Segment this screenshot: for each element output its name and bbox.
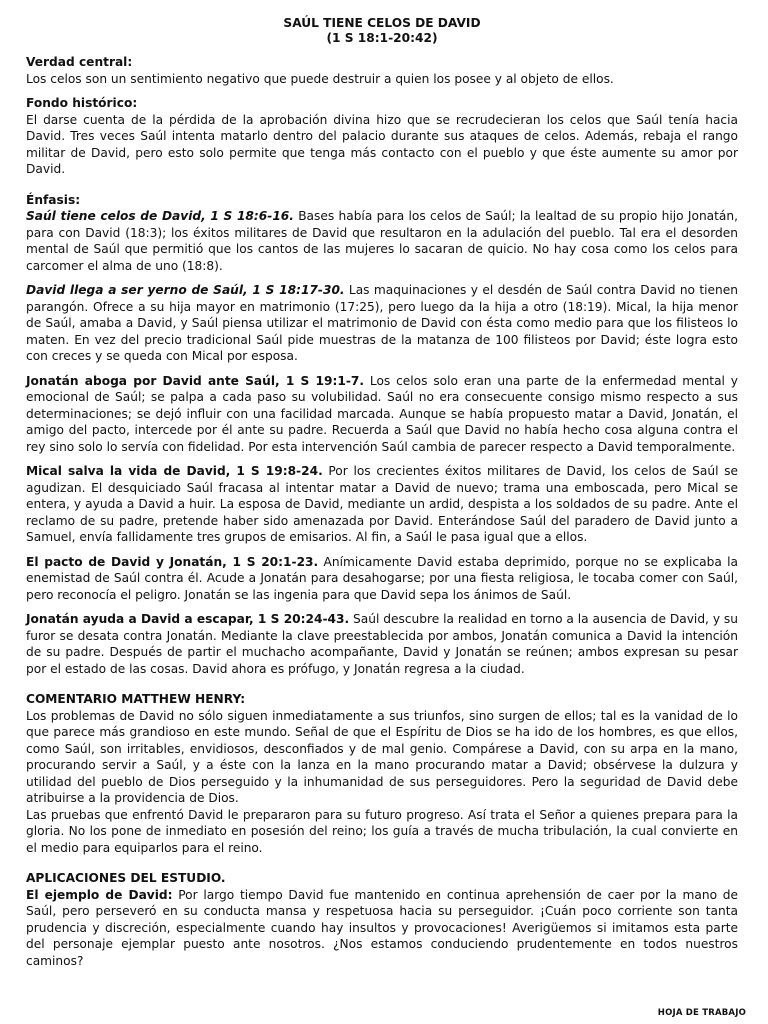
enfasis-lead: Jonatán aboga por David ante Saúl, 1 S 19:1-7.: [26, 373, 365, 388]
enfasis-text: Anímicamente David estaba deprimido, porque no se explicaba la enemistad de Saúl contra él. Acude a Jonatán para desahogarse; por una fiesta religiosa, le tocaba comer con Saúl, pero reconocía el peligro. Jonatán se las ingenia para que David sepa los ánimos de Saúl.: [26, 554, 738, 602]
comentario-heading: COMENTARIO MATTHEW HENRY:: [26, 692, 246, 706]
fondo-historico-section: [26, 95, 738, 178]
verdad-central-section: [26, 54, 738, 87]
enfasis-text: Por los crecientes éxitos militares de David, los celos de Saúl se agudizan. El desquiciado Saúl fracasa al intentar matar a David de nuevo; trama una emboscada, pero Mical se entera, y ayuda a David a huir. La esposa de David, mediante un ardid, despista a los soldados de su padre. Ante el reclamo de su padre, pretende haber sido amenazada por David. Enterándose Saúl del paradero de David junto a Samuel, envía fallidamente tres grupos de emisarios. Al fin, a Saúl le pasa igual que a ellos.: [26, 464, 738, 544]
enfasis-lead: Mical salva la vida de David, 1 S 19:8-24.: [26, 464, 323, 478]
enfasis-lead: David llega a ser yerno de Saúl, 1 S 18:17-30.: [26, 283, 345, 297]
document-title: [26, 16, 738, 46]
enfasis-text: Los celos solo eran una parte de la enfermedad mental y emocional de Saúl; se palpa a cada paso su volubilidad. Saúl no era consecuente consigo mismo respecto a sus determinaciones; se dejó influir con una facilidad marcada. Aunque se había propuesto matar a David, Jonatán, el amigo del pacto, intercede por él ante su padre. Recuerda a Saúl que David no había hecho cosa alguna contra el rey sino solo lo servía con fidelidad. Por esta intervención Saúl cambia de parecer respecto a David temporalmente.: [26, 373, 739, 454]
document-body: [26, 16, 738, 969]
enfasis-lead: Saúl tiene celos de David, 1 S 18:6-16.: [26, 209, 294, 223]
aplicaciones-paragraph: [26, 887, 738, 970]
enfasis-lead: El pacto de David y Jonatán, 1 S 20:1-23.: [26, 554, 319, 569]
title-line-2: (1 S 18:1-20:42): [326, 31, 438, 45]
aplicaciones-section: [26, 870, 738, 969]
comentario-section: [26, 691, 738, 856]
enfasis-text: Las maquinaciones y el desdén de Saúl contra David no tienen parangón. Ofrece a su hija mayor en matrimonio (17:25), pero luego da la hija a otro (18:19). Mical, la hija menor de Saúl, amaba a David, y Saúl piensa utilizar el matrimonio de David con ésta como medio para que los filisteos lo maten. En vez del precio tradicional Saúl pide muestras de la matanza de 100 filisteos por David; éste logra esto con creces y se queda con Mical por esposa.: [26, 283, 738, 363]
aplicaciones-text: Por largo tiempo David fue mantenido en continua aprehensión de caer por la mano de Saúl, pero perseveró en su conducta mansa y respetuosa hacia su perseguidor. ¡Cuán poco corriente son tanta prudencia y discreción, especialmente cuando hay insultos y provocaciones! Averigüemos si imitamos esta parte del personaje ejemplar puesto ante nosotros. ¿Nos estamos conduciendo prudentemente en todos nuestros caminos?: [26, 887, 738, 968]
footer-label: HOJA DE TRABAJO: [657, 1008, 746, 1018]
comentario-paragraph-1: Los problemas de David no sólo siguen inmediatamente a sus triunfos, sino surgen de ellos; tal es la vanidad de lo que parece más grandioso en este mundo. Señal de que el Espíritu de Dios se ha ido de los hombres, es que ellos, como Saúl, son irritables, envidiosos, desconfiados y de mal genio. Compárese a David, con su arpa en la mano, procurando servir a Saúl, y a éste con la lanza en la mano procurando matar a David; obsérvese la dulzura y utilidad del pueblo de Dios perseguido y la inhumanidad de sus perseguidores. Pero la seguridad de David debe atribuirse a la providencia de Dios.: [26, 708, 738, 805]
fondo-historico-text: El darse cuenta de la pérdida de la aprobación divina hizo que se recrudecieran los celos que Saúl tenía hacia David. Tres veces Saúl intenta matarlo dentro del palacio durante sus ataques de celos. Además, rebaja el rango militar de David, pero esto solo permite que tenga más contacto con el pueblo y que éste aumente su amor por David.: [26, 112, 738, 176]
enfasis-section: [26, 192, 738, 678]
enfasis-paragraph: [26, 373, 738, 456]
verdad-central-text: Los celos son un sentimiento negativo que puede destruir a quien los posee y al objeto de ellos.: [26, 71, 614, 86]
enfasis-text: Bases había para los celos de Saúl; la lealtad de su propio hijo Jonatán, para con David (18:3); los éxitos militares de David que resultaron en la adulación del pueblo. Tal era el desorden mental de Saúl que permitió que los cantos de las mujeres lo sacaran de quicio. No hay cosa como los celos para carcomer el alma de uno (18:8).: [26, 209, 738, 273]
aplicaciones-lead: El ejemplo de David:: [26, 887, 173, 902]
comentario-paragraph-2: Las pruebas que enfrentó David le prepararon para su futuro progreso. Así trata el Señor a quienes prepara para la gloria. No los pone de inmediato en posesión del reino; los guía a través de mucha tribulación, la cual convierte en el medio para equiparlos para el reino.: [26, 807, 738, 855]
enfasis-paragraph: [26, 463, 738, 546]
enfasis-text: Saúl descubre la realidad en torno a la ausencia de David, y su furor se desata contra Jonatán. Mediante la clave preestablecida por ambos, Jonatán comunica a David la intención de su padre. Después de partir el muchacho acompañante, David y Jonatán se reúnen; ambos expresan su pesar por el estado de las cosas. David ahora es prófugo, y Jonatán regresa a la ciudad.: [26, 612, 738, 676]
enfasis-heading: Énfasis:: [26, 192, 81, 207]
fondo-historico-heading: Fondo histórico:: [26, 96, 138, 110]
enfasis-paragraph: [26, 208, 738, 274]
enfasis-paragraph: [26, 554, 738, 604]
aplicaciones-heading: APLICACIONES DEL ESTUDIO.: [26, 871, 226, 885]
verdad-central-heading: Verdad central:: [26, 55, 133, 69]
enfasis-paragraph: [26, 611, 738, 677]
title-line-1: SAÚL TIENE CELOS DE DAVID: [283, 16, 481, 30]
enfasis-lead: Jonatán ayuda a David a escapar, 1 S 20:24-43.: [26, 612, 350, 626]
enfasis-paragraph: [26, 282, 738, 365]
